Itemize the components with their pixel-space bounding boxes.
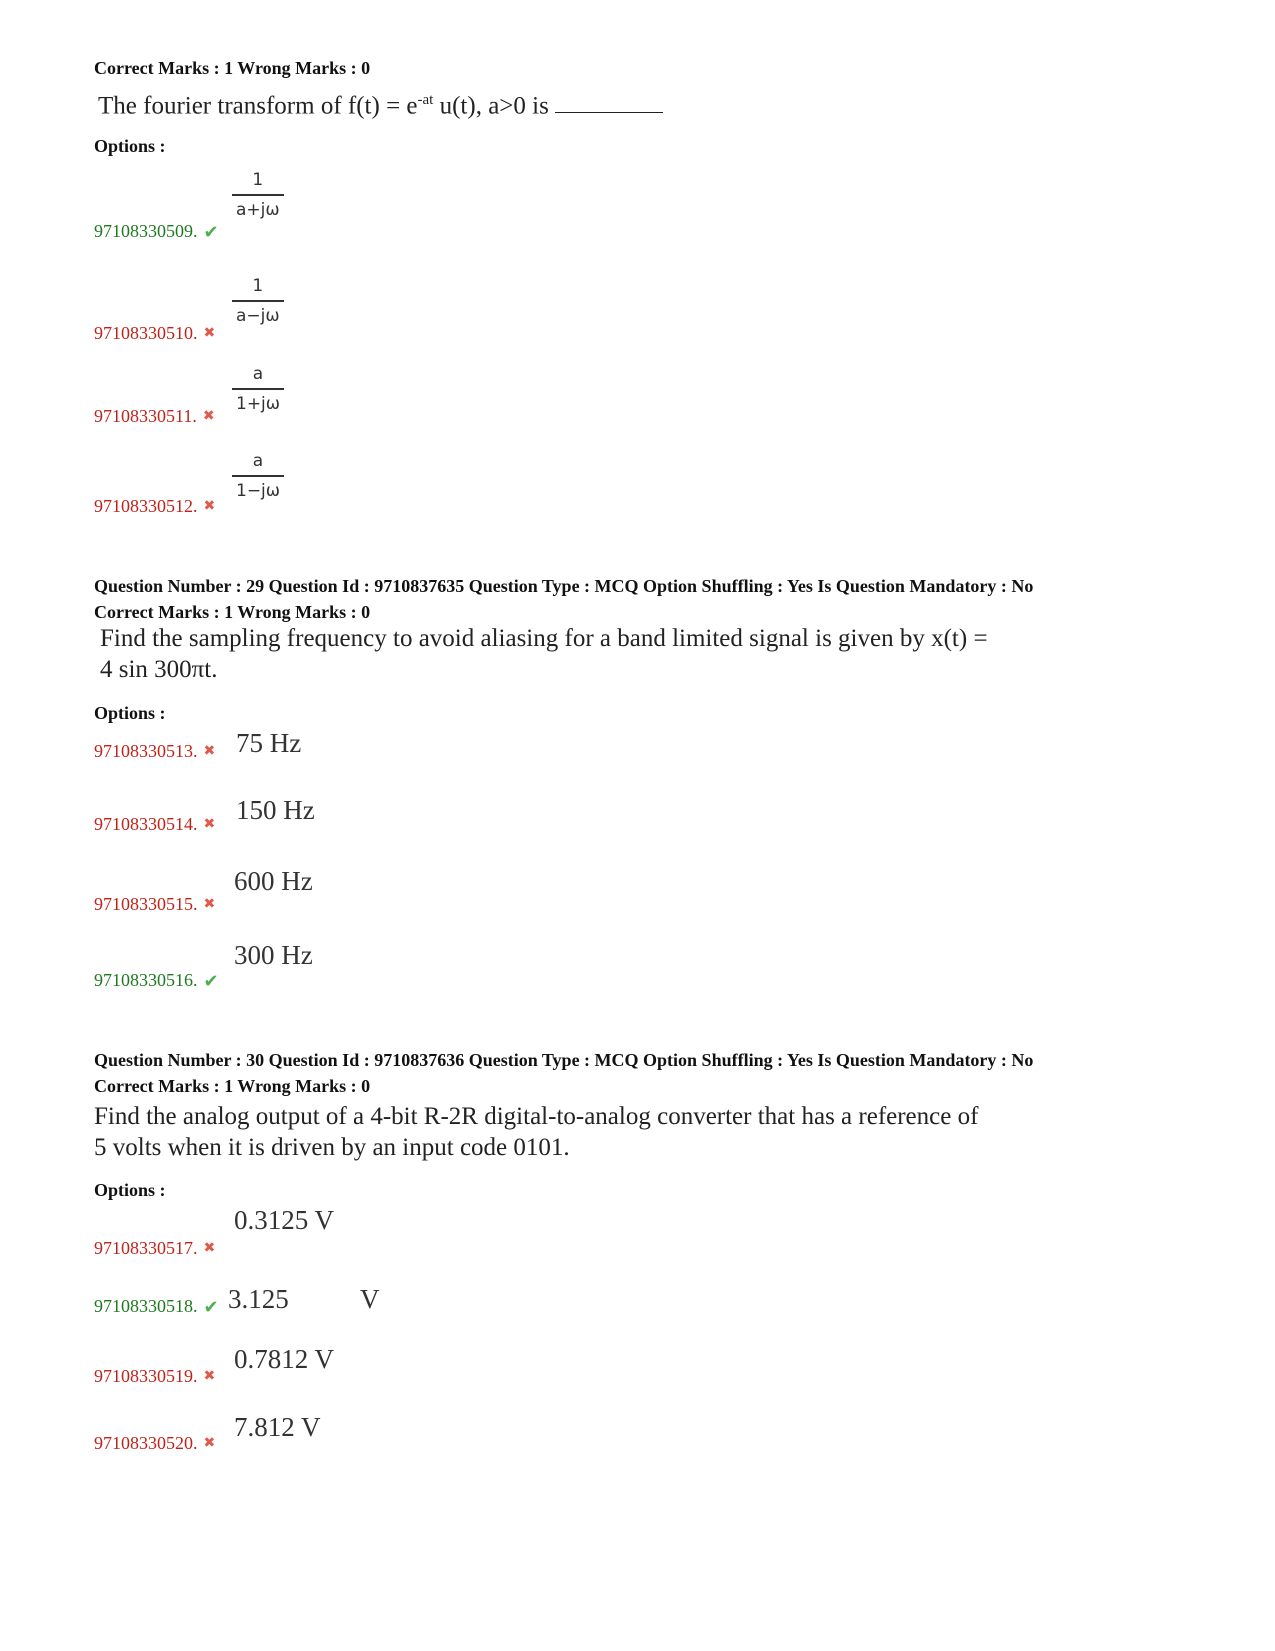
q30-option-2-unit: V [360,1284,380,1314]
q29-option-1[interactable]: 97108330513. ✖ [94,741,216,761]
q28-option-3-fraction: a 1+jω [232,364,284,414]
q28-option-1[interactable]: 97108330509. ✔ [94,221,219,242]
q29-question-line-1: Find the sampling frequency to avoid aliasing for a band limited signal is given by x(t) = [100,625,988,652]
q30-option-1[interactable]: 97108330517. ✖ [94,1238,216,1258]
q29-option-3-value: 600 Hz [234,866,313,896]
q28-question-text: The fourier transform of $f(t) = e^{-at}$ u(t), a>0 is [98,84,663,122]
cross-icon: ✖ [203,1240,216,1256]
cross-icon: ✖ [203,896,216,912]
q29-marks: Correct Marks : 1 Wrong Marks : 0 [94,602,371,622]
q29-option-2-value: 150 Hz [236,795,315,825]
cross-icon: ✖ [202,408,215,424]
q30-option-1-value: 0.3125 V [234,1205,335,1235]
check-icon: ✔ [203,221,219,242]
q29-option-2[interactable]: 97108330514. ✖ [94,814,216,834]
q28-option-4[interactable]: 97108330512. ✖ [94,496,216,516]
cross-icon: ✖ [203,816,216,832]
q29-options-label: Options : [94,703,166,723]
q30-option-2-value: 3.125 [228,1284,289,1314]
q28-marks: Correct Marks : 1 Wrong Marks : 0 [94,58,371,78]
q30-question-line-2: 5 volts when it is driven by an input code 0101. [94,1134,570,1161]
q30-marks: Correct Marks : 1 Wrong Marks : 0 [94,1076,371,1096]
q30-option-4-value: 7.812 V [234,1412,321,1442]
answer-blank [555,92,663,113]
q28-option-3[interactable]: 97108330511. ✖ [94,406,215,426]
cross-icon: ✖ [203,1435,216,1451]
cross-icon: ✖ [203,743,216,759]
q30-options-label: Options : [94,1180,166,1200]
q28-options-label: Options : [94,136,166,156]
cross-icon: ✖ [203,1368,216,1384]
q30-header: Question Number : 30 Question Id : 9710837636 Question Type : MCQ Option Shuffling : Yes Is Question Mandatory : No [94,1050,1034,1070]
cross-icon: ✖ [203,325,216,341]
q28-option-2-fraction: 1 a−jω [232,276,284,326]
check-icon: ✔ [203,1296,219,1317]
q29-option-3[interactable]: 97108330515. ✖ [94,894,216,914]
q30-option-3-value: 0.7812 V [234,1344,335,1374]
q28-option-4-fraction: a 1−jω [232,451,284,501]
q30-option-4[interactable]: 97108330520. ✖ [94,1433,216,1453]
q29-header: Question Number : 29 Question Id : 9710837635 Question Type : MCQ Option Shuffling : Yes Is Question Mandatory : No [94,576,1034,596]
q28-option-2[interactable]: 97108330510. ✖ [94,323,216,343]
q29-option-4-value: 300 Hz [234,940,313,970]
q30-question-line-1: Find the analog output of a 4-bit R-2R digital-to-analog converter that has a reference of [94,1103,979,1130]
cross-icon: ✖ [203,498,216,514]
q30-option-2[interactable]: 97108330518. ✔ [94,1296,219,1317]
q30-option-3[interactable]: 97108330519. ✖ [94,1366,216,1386]
q29-question-line-2: 4 sin 300πt. [100,656,218,683]
check-icon: ✔ [203,970,219,991]
q29-option-4[interactable]: 97108330516. ✔ [94,970,219,991]
q28-option-1-fraction: 1 a+jω [232,170,284,220]
q29-option-1-value: 75 Hz [236,728,302,758]
